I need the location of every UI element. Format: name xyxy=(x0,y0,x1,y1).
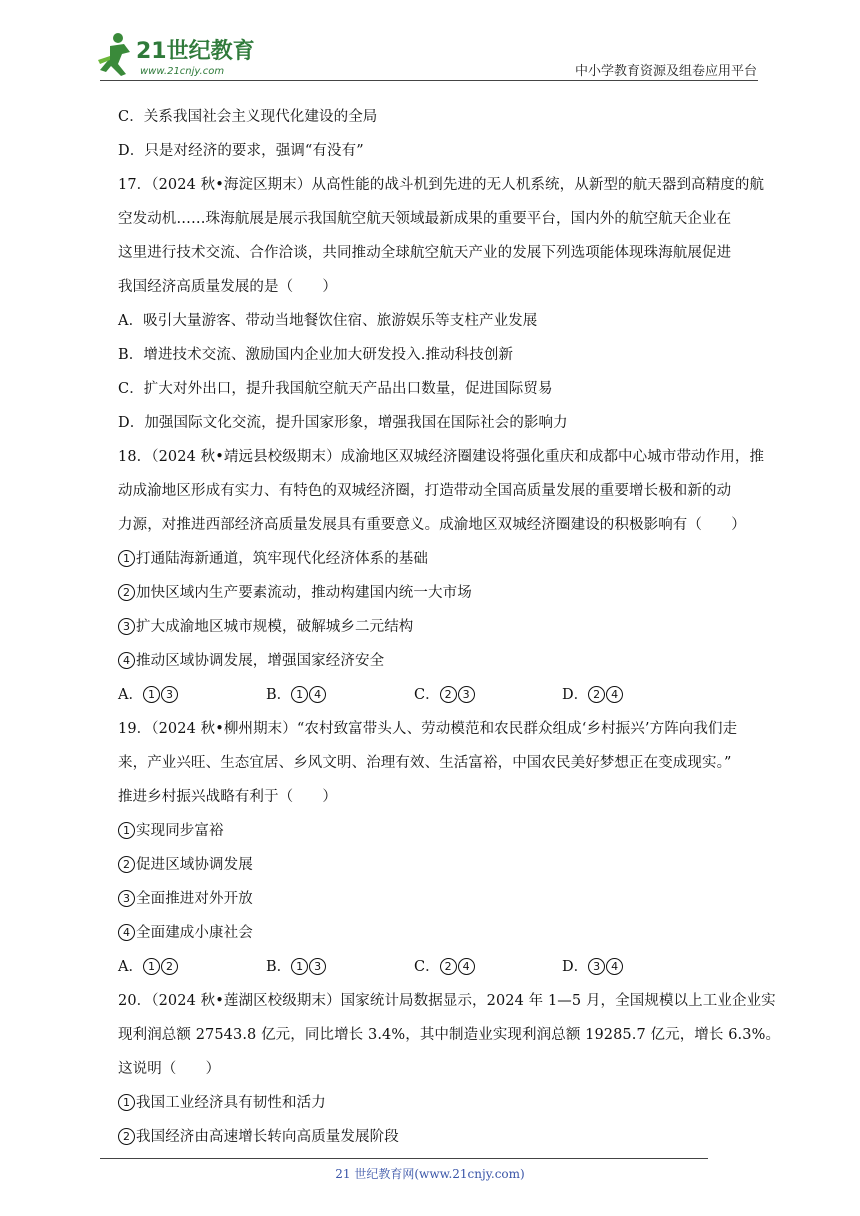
q19-item: 2 促进区域协调发展 xyxy=(118,848,768,882)
question-17-stem: 空发动机……珠海航展是展示我国航空航天领域最新成果的重要平台，国内外的航空航天企业在 xyxy=(118,211,732,227)
q19-item: 3 全面推进对外开放 xyxy=(118,882,768,916)
q19-answer-options xyxy=(118,950,768,984)
svg-text:21世纪教育: 21世纪教育 xyxy=(136,39,255,64)
question-17-stem: 这里进行技术交流、合作洽谈，共同推动全球航空航天产业的发展下列选项能体现珠海航展促进 xyxy=(118,245,732,261)
circled-number: 2 xyxy=(118,1128,135,1145)
question-20-stem: 20．（2024 秋•莲湖区校级期末）国家统计局数据显示，2024 年 1—5 月，全国规模以上工业企业实 xyxy=(118,993,776,1009)
q18-answer-options xyxy=(118,678,768,712)
q18-item: 3 扩大成渝地区城市规模，破解城乡二元结构 xyxy=(118,610,768,644)
question-19-stem: 19．（2024 秋•柳州期末）“农村致富带头人、劳动模范和农民群众组成‘乡村振兴’方阵向我们走 xyxy=(118,721,738,737)
question-20-stem: 这说明（ ） xyxy=(118,1061,221,1077)
platform-name: 中小学教育资源及组卷应用平台 xyxy=(574,64,757,79)
svg-text:www.21cnjy.com: www.21cnjy.com xyxy=(140,66,225,77)
option-c-q16: C．关系我国社会主义现代化建设的全局 xyxy=(118,109,378,125)
question-content xyxy=(118,100,781,1154)
q19-item: 1 实现同步富裕 xyxy=(118,814,768,848)
q18-item: 2 加快区域内生产要素流动，推动构建国内统一大市场 xyxy=(118,576,768,610)
q20-item: 2 我国经济由高速增长转向高质量发展阶段 xyxy=(118,1120,768,1154)
q19-item: 4 全面建成小康社会 xyxy=(118,916,768,950)
option-a-q19: A． 1 2 xyxy=(118,950,266,984)
q18-item: 4 推动区域协调发展，增强国家经济安全 xyxy=(118,644,768,678)
circled-number: 4 xyxy=(118,652,135,669)
option-b-q18: B． 1 4 xyxy=(266,678,414,712)
option-b-q17: B．增进技术交流、激励国内企业加大研发投入.推动科技创新 xyxy=(118,347,514,363)
circled-number: 1 xyxy=(118,1094,135,1111)
option-b-q19: B． 1 3 xyxy=(266,950,414,984)
circled-number: 1 xyxy=(118,550,135,567)
option-a-q17: A．吸引大量游客、带动当地餐饮住宿、旅游娱乐等支柱产业发展 xyxy=(118,313,538,329)
site-logo xyxy=(96,30,266,82)
circled-number: 1 xyxy=(118,822,135,839)
circled-number: 2 xyxy=(118,584,135,601)
option-c-q17: C．扩大对外出口，提升我国航空航天产品出口数量，促进国际贸易 xyxy=(118,381,553,397)
option-d-q19: D． 3 4 xyxy=(562,950,710,984)
option-d-q17: D．加强国际文化交流，提升国家形象，增强我国在国际社会的影响力 xyxy=(118,415,568,431)
header-divider xyxy=(100,80,758,81)
circled-number: 2 xyxy=(118,856,135,873)
option-c-q19: C． 2 4 xyxy=(414,950,562,984)
page-header xyxy=(0,0,860,86)
runner-icon xyxy=(98,33,130,76)
circled-number: 4 xyxy=(118,924,135,941)
question-17-stem: 我国经济高质量发展的是（ ） xyxy=(118,279,337,295)
question-17-stem: 17．（2024 秋•海淀区期末）从高性能的战斗机到先进的无人机系统，从新型的航天器到高精度的航 xyxy=(118,177,765,193)
option-a-q18: A． 1 3 xyxy=(118,678,266,712)
option-d-q16: D．只是对经济的要求，强调“有没有” xyxy=(118,143,364,159)
option-d-q18: D． 2 4 xyxy=(562,678,710,712)
footer-divider xyxy=(100,1158,708,1159)
question-18-stem: 18．（2024 秋•靖远县校级期末）成渝地区双城经济圈建设将强化重庆和成都中心城市带动作用，推 xyxy=(118,449,765,465)
question-18-stem: 力源，对推进西部经济高质量发展具有重要意义。成渝地区双城经济圈建设的积极影响有（ ） xyxy=(118,517,746,533)
circled-number: 3 xyxy=(118,618,135,635)
q20-item: 1 我国工业经济具有韧性和活力 xyxy=(118,1086,768,1120)
question-20-stem: 现利润总额 27543.8 亿元，同比增长 3.4%，其中制造业实现利润总额 19285.7 亿元，增长 6.3%。 xyxy=(118,1027,781,1043)
question-19-stem: 来，产业兴旺、生态宜居、乡风文明、治理有效、生活富裕，中国农民美好梦想正在变成现实。” xyxy=(118,755,732,771)
question-19-stem: 推进乡村振兴战略有利于（ ） xyxy=(118,789,337,805)
footer-link[interactable]: 21 世纪教育网(www.21cnjy.com) xyxy=(335,1167,525,1181)
circled-number: 3 xyxy=(118,890,135,907)
option-c-q18: C． 2 3 xyxy=(414,678,562,712)
q18-item: 1 打通陆海新通道，筑牢现代化经济体系的基础 xyxy=(118,542,768,576)
question-18-stem: 动成渝地区形成有实力、有特色的双城经济圈，打造带动全国高质量发展的重要增长极和新的动 xyxy=(118,483,732,499)
